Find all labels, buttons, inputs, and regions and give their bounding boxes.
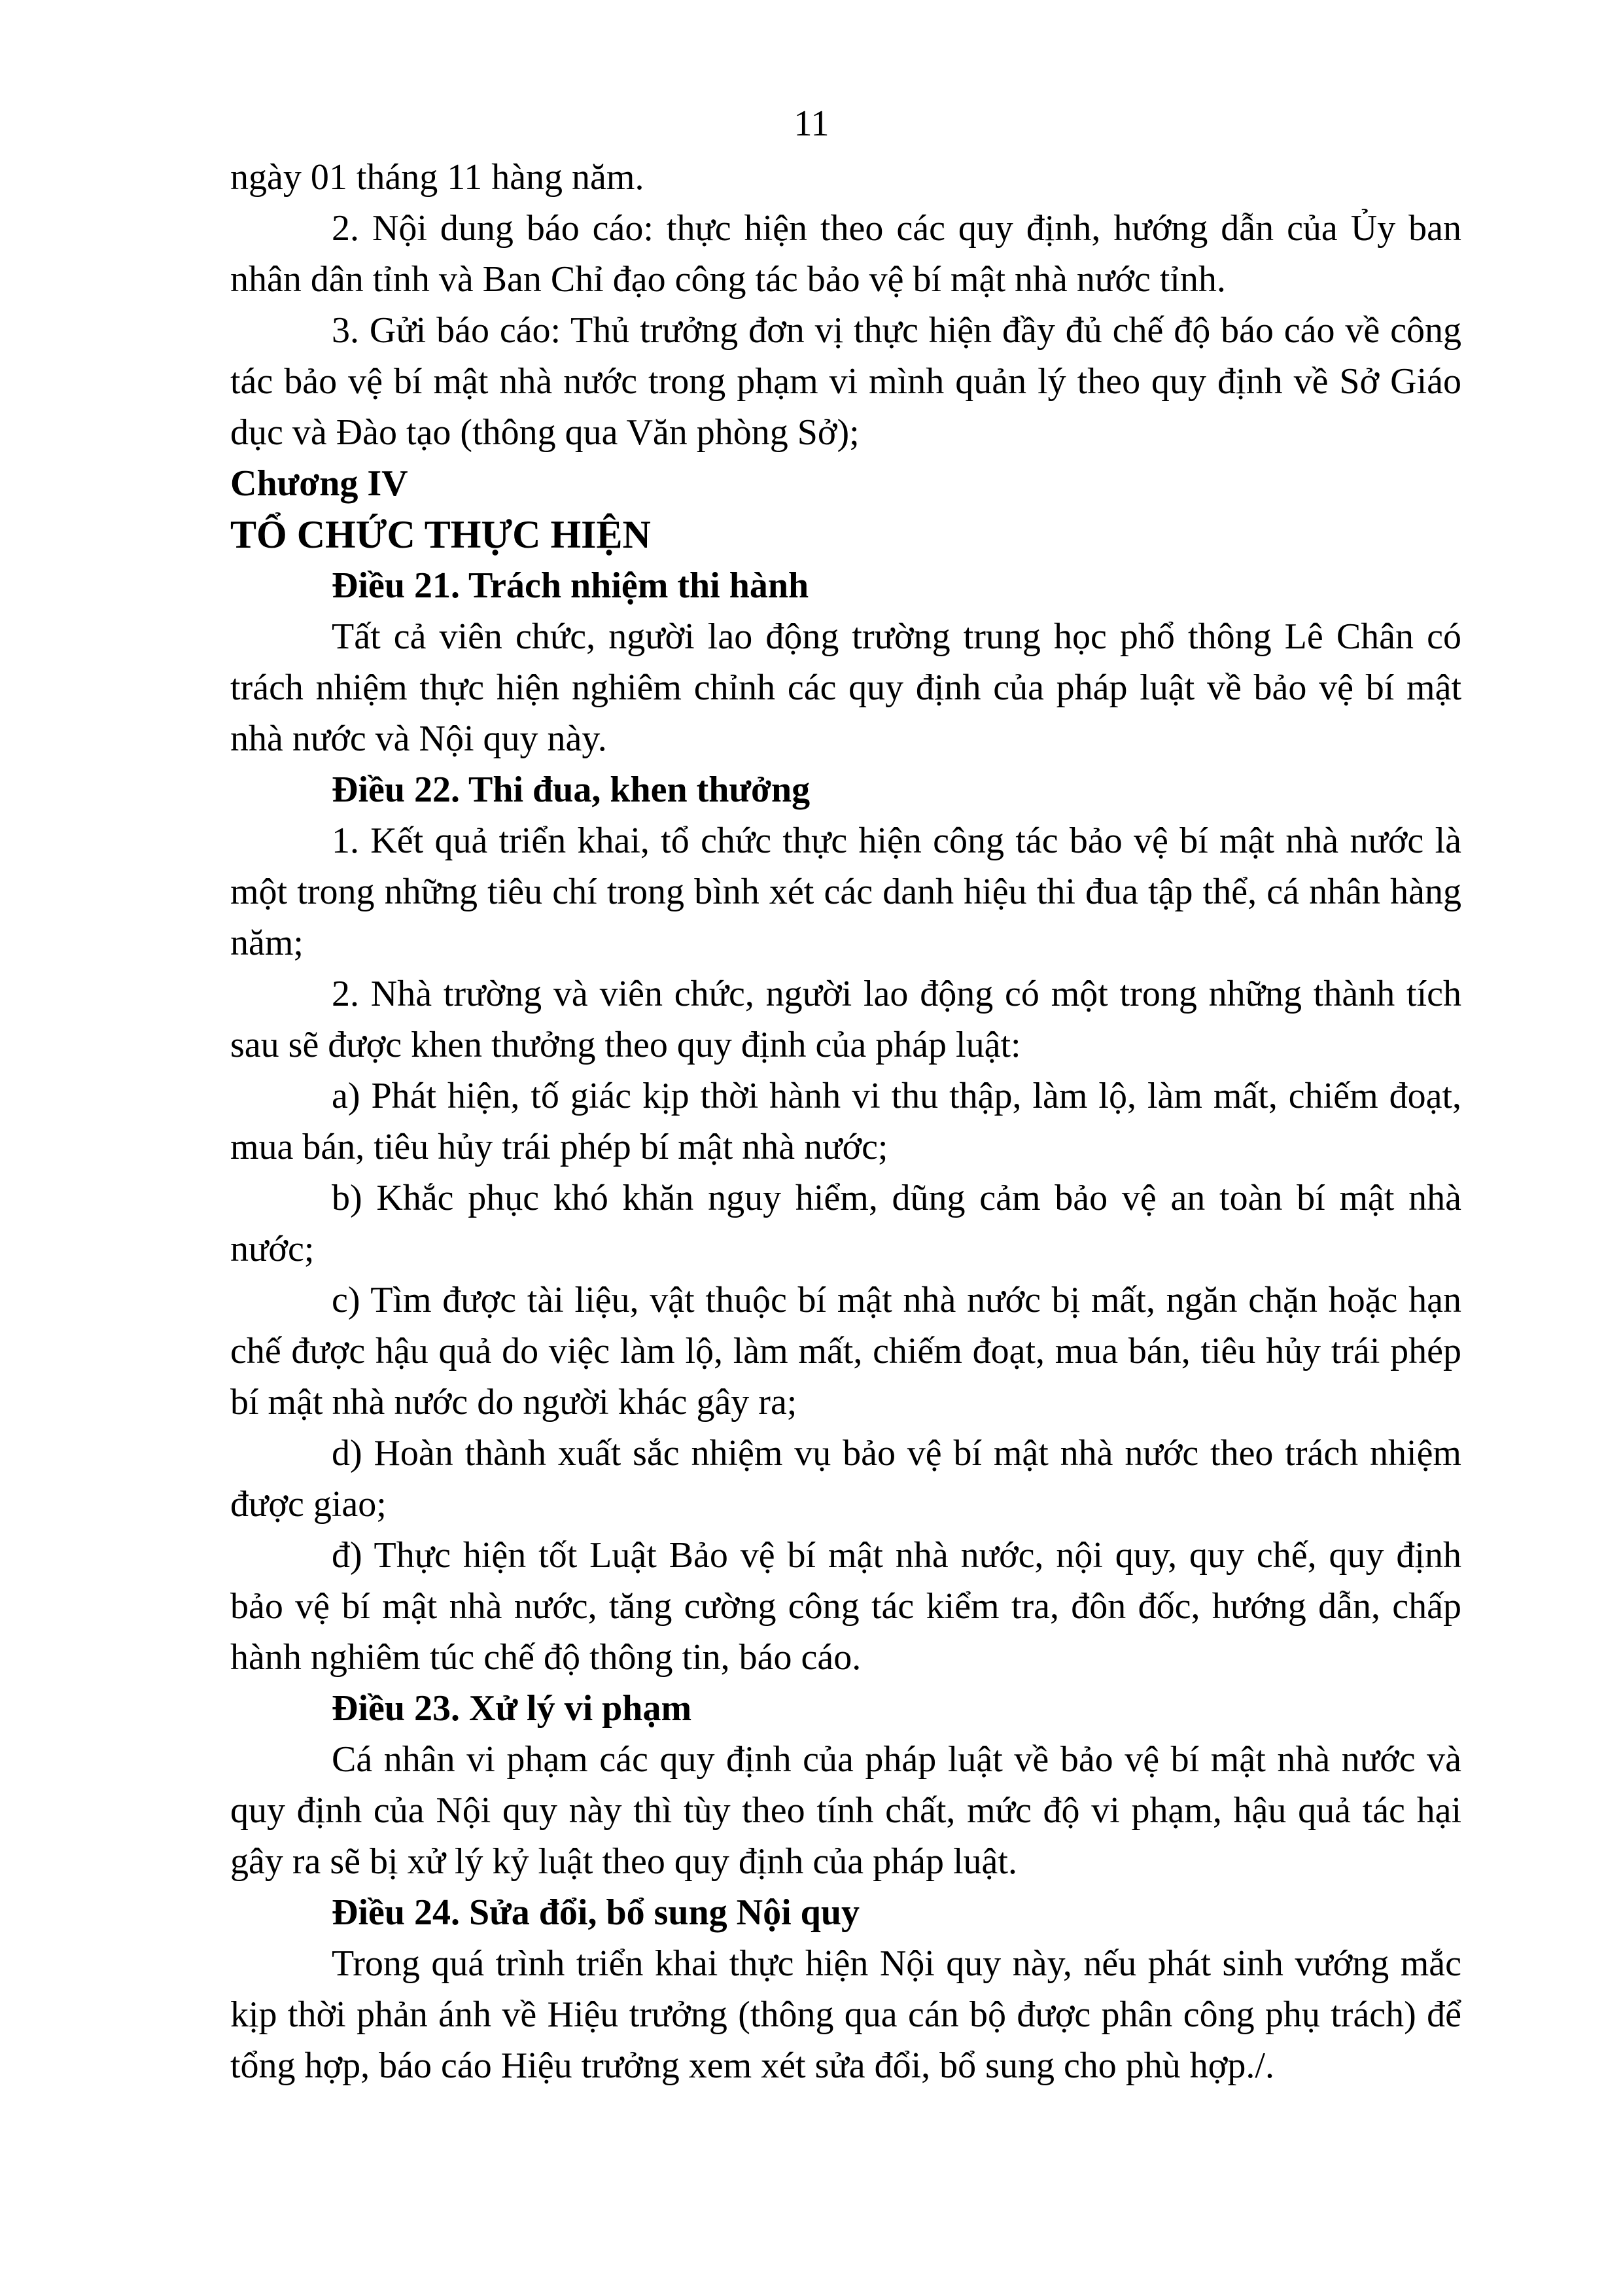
article-22-item-b: b) Khắc phục khó khăn nguy hiểm, dũng cảm bảo vệ an toàn bí mật nhà nước; — [230, 1178, 1461, 1269]
article-23-body: Cá nhân vi phạm các quy định của pháp luật về bảo vệ bí mật nhà nước và quy định của Nội quy này thì tùy theo tính chất, mức độ vi phạm, hậu quả tác hại gây ra sẽ bị xử lý kỷ luật theo quy định của pháp luật. — [230, 1739, 1461, 1882]
chapter-title: TỔ CHỨC THỰC HIỆN — [230, 513, 651, 556]
article-22-heading: Điều 22. Thi đua, khen thưởng — [332, 769, 811, 810]
article-22-item-c: c) Tìm được tài liệu, vật thuộc bí mật nhà nước bị mất, ngăn chặn hoặc hạn chế được hậu quả do việc làm lộ, làm mất, chiếm đoạt, mua bán, tiêu hủy trái phép bí mật nhà nước do người khác gây ra; — [230, 1280, 1461, 1422]
paragraph-report-date: ngày 01 tháng 11 hàng năm. — [230, 157, 644, 198]
page-number: 11 — [794, 103, 829, 144]
chapter-label: Chương IV — [230, 463, 408, 504]
paragraph-report-content: 2. Nội dung báo cáo: thực hiện theo các quy định, hướng dẫn của Ủy ban nhân dân tỉnh và Ban Chỉ đạo công tác bảo vệ bí mật nhà nước tỉnh. — [230, 208, 1461, 300]
article-22-item-a: a) Phát hiện, tố giác kịp thời hành vi thu thập, làm lộ, làm mất, chiếm đoạt, mua bán, tiêu hủy trái phép bí mật nhà nước; — [230, 1076, 1461, 1167]
paragraph-send-report: 3. Gửi báo cáo: Thủ trưởng đơn vị thực hiện đầy đủ chế độ báo cáo về công tác bảo vệ bí mật nhà nước trong phạm vi mình quản lý theo quy định về Sở Giáo dục và Đào tạo (thông qua Văn phòng Sở); — [230, 310, 1461, 453]
article-21-body: Tất cả viên chức, người lao động trường trung học phổ thông Lê Chân có trách nhiệm thực hiện nghiêm chỉnh các quy định của pháp luật về bảo vệ bí mật nhà nước và Nội quy này. — [230, 616, 1461, 759]
article-24-body: Trong quá trình triển khai thực hiện Nội quy này, nếu phát sinh vướng mắc kịp thời phản ánh về Hiệu trưởng (thông qua cán bộ được phân công phụ trách) để tổng hợp, báo cáo Hiệu trưởng xem xét sửa đổi, bổ sung cho phù hợp./. — [230, 1943, 1461, 2086]
article-22-item-dd: đ) Thực hiện tốt Luật Bảo vệ bí mật nhà nước, nội quy, quy chế, quy định bảo vệ bí mật nhà nước, tăng cường công tác kiểm tra, đôn đốc, hướng dẫn, chấp hành nghiêm túc chế độ thông tin, báo cáo. — [230, 1535, 1461, 1678]
article-22-item-d: d) Hoàn thành xuất sắc nhiệm vụ bảo vệ bí mật nhà nước theo trách nhiệm được giao; — [230, 1433, 1461, 1525]
article-24-heading: Điều 24. Sửa đổi, bổ sung Nội quy — [332, 1892, 860, 1933]
article-21-heading: Điều 21. Trách nhiệm thi hành — [332, 565, 809, 606]
article-22-item-2: 2. Nhà trường và viên chức, người lao động có một trong những thành tích sau sẽ được khen thưởng theo quy định của pháp luật: — [230, 974, 1461, 1065]
document-body — [230, 152, 1461, 2091]
article-22-item-1: 1. Kết quả triển khai, tổ chức thực hiện công tác bảo vệ bí mật nhà nước là một trong những tiêu chí trong bình xét các danh hiệu thi đua tập thể, cá nhân hàng năm; — [230, 821, 1461, 963]
article-23-heading: Điều 23. Xử lý vi phạm — [332, 1688, 692, 1729]
